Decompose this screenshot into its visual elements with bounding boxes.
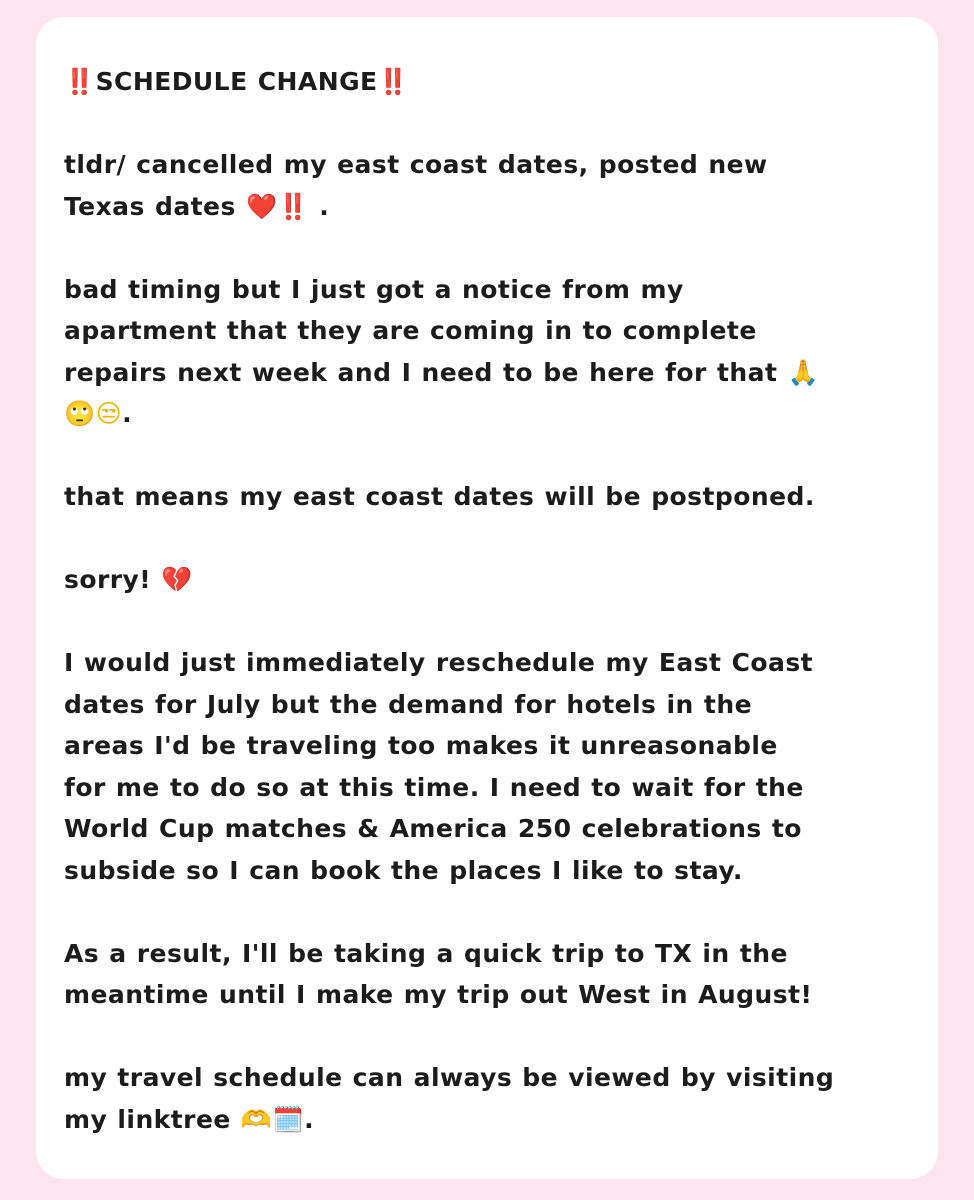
explanation-line-1: I would just immediately reschedule my East Coast [64, 648, 814, 677]
result-paragraph [64, 933, 910, 1016]
page-title: SCHEDULE CHANGE [95, 67, 378, 96]
schedule-line-2 [64, 1099, 910, 1141]
notice-line-1: bad timing but I just got a notice from my [64, 274, 684, 304]
notice-line-4 [64, 393, 910, 435]
notice-line-3-text: repairs next week and I need to be here for that [64, 357, 788, 387]
result-line-2: meantime until I make my trip out West in August! [64, 980, 813, 1009]
message-text [64, 61, 910, 1140]
schedule-paragraph [64, 1057, 910, 1140]
explanation-line-6: subside so I can book the places I like to stay. [64, 855, 743, 885]
explanation-paragraph [64, 642, 910, 891]
eye-roll-face-icon: 🙄 [64, 399, 96, 428]
sorry-paragraph [64, 559, 910, 601]
tldr-line-2-text: Texas dates [64, 191, 246, 221]
tldr-line-1: tldr/ cancelled my east coast dates, posted new [64, 150, 768, 179]
tldr-line-2 [64, 186, 910, 228]
red-heart-icon: ❤️ [245, 191, 278, 221]
double-exclamation-icon: ‼️ [377, 67, 410, 96]
sorry-line [64, 559, 910, 601]
notice-line-3 [64, 352, 910, 394]
tldr-paragraph [64, 144, 910, 227]
double-exclamation-icon: ‼️ [64, 67, 96, 96]
folded-hands-icon: 🙏 [787, 357, 820, 387]
heart-hands-icon: 🫶 [240, 1104, 273, 1134]
explanation-line-2: dates for July but the demand for hotels in the [64, 689, 752, 719]
explanation-line-3: areas I'd be traveling too makes it unreasonable [64, 731, 778, 760]
postponed-line-1: that means my east coast dates will be postponed. [64, 482, 815, 511]
title-paragraph [64, 61, 910, 103]
explanation-line-5: World Cup matches & America 250 celebrations to [64, 814, 802, 843]
double-exclamation-icon: ‼️ [277, 191, 310, 221]
sorry-text: sorry! [64, 565, 162, 594]
schedule-line-2-end: . [304, 1104, 315, 1134]
calendar-icon: 🗓️ [272, 1104, 305, 1134]
notice-line-2: apartment that they are coming in to complete [64, 316, 757, 345]
explanation-line-4: for me to do so at this time. I need to wait for the [64, 772, 804, 802]
broken-heart-icon: 💔 [161, 565, 193, 594]
schedule-line-1: my travel schedule can always be viewed by visiting [64, 1063, 835, 1092]
unamused-face-icon: 😒 [95, 399, 123, 428]
notice-paragraph [64, 269, 910, 435]
result-line-1: As a result, I'll be taking a quick trip to TX in the [64, 938, 788, 968]
title-line [64, 61, 910, 103]
notice-line-4-end: . [122, 399, 133, 428]
postponed-paragraph [64, 476, 910, 518]
schedule-line-2-text: my linktree [64, 1104, 241, 1134]
tldr-line-2-end: . [309, 191, 330, 221]
